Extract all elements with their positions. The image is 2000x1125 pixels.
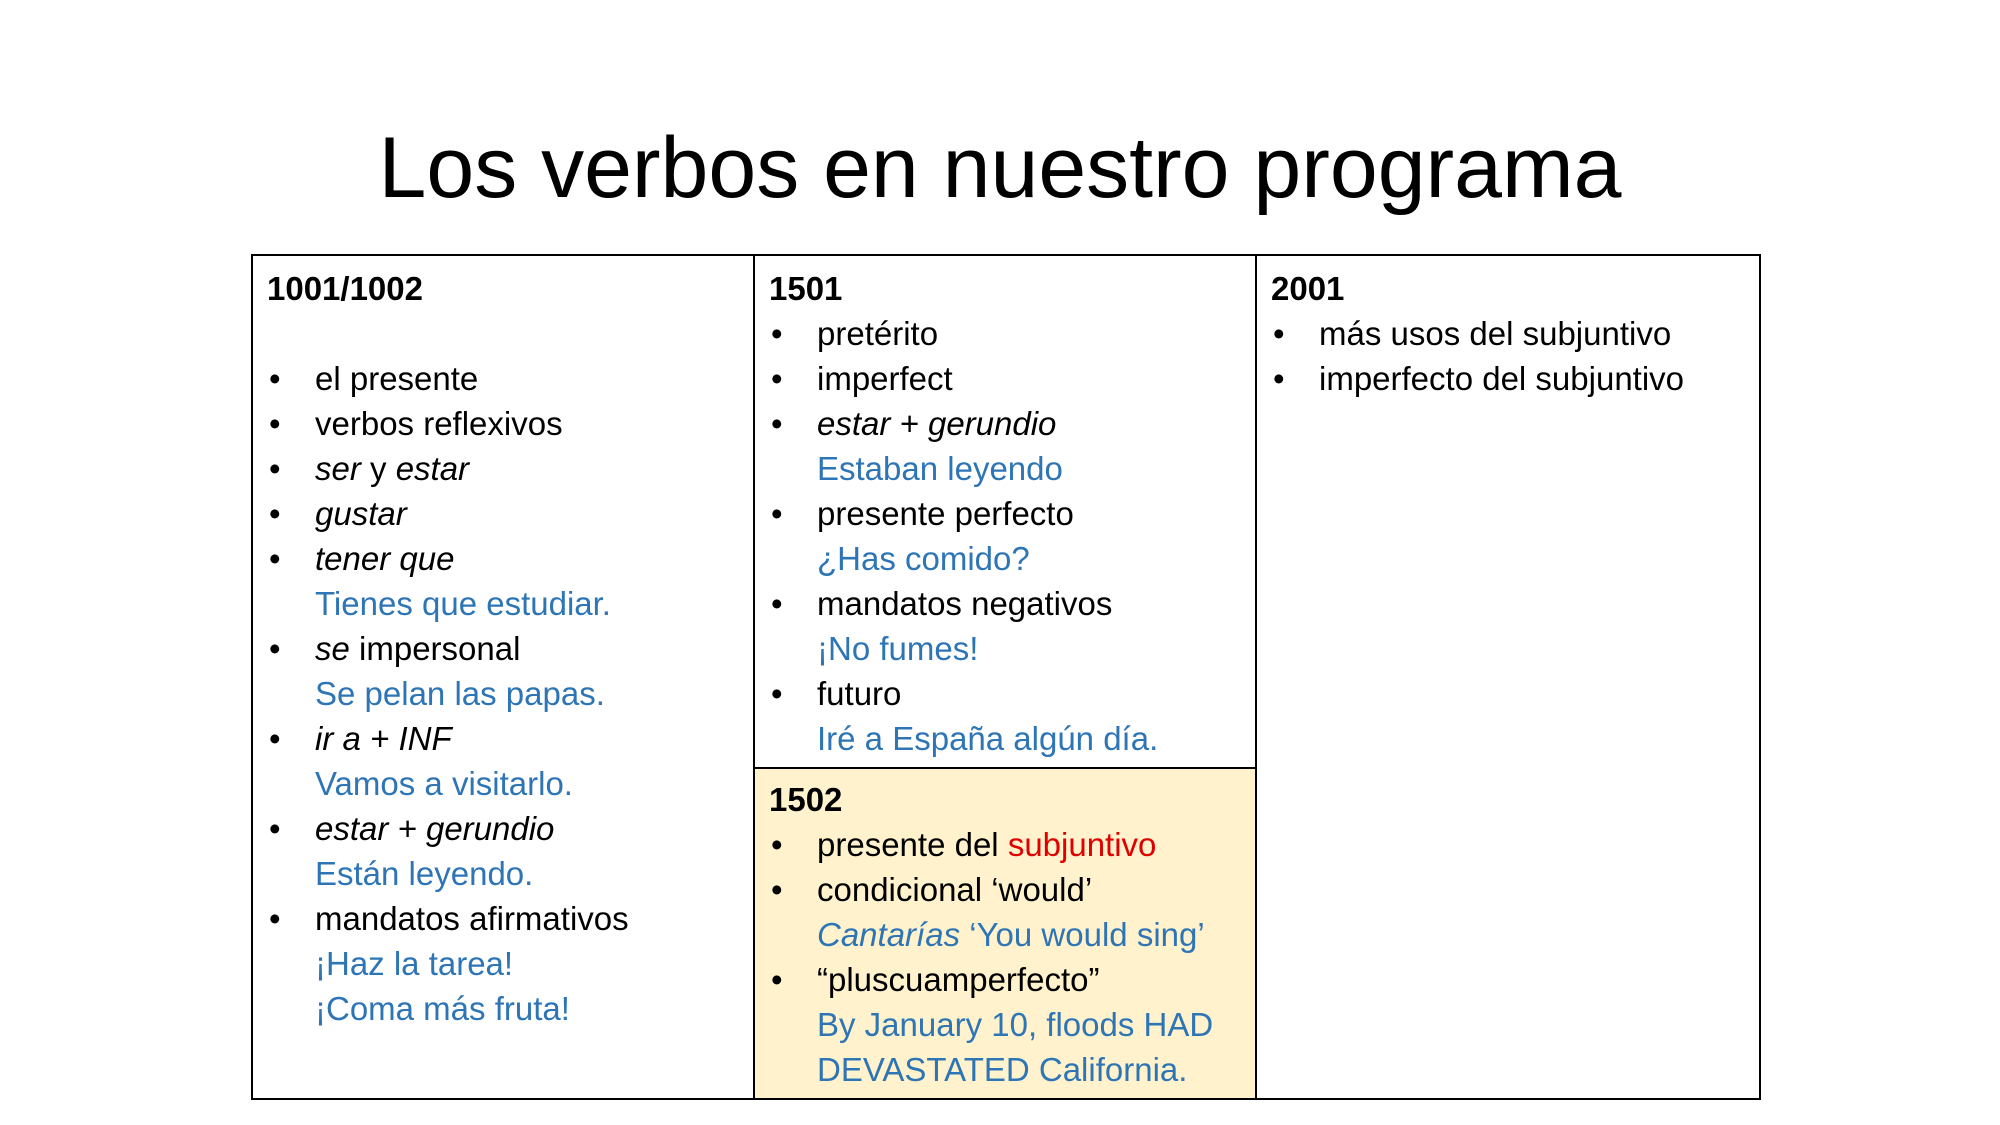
list-item: • estar + gerundio Están leyendo.: [267, 806, 739, 896]
column-header: 1001/1002: [267, 270, 423, 307]
list-item: • se impersonal Se pelan las papas.: [267, 626, 739, 716]
column-header: 1502: [769, 781, 843, 818]
list-item: • estar + gerundio Estaban leyendo: [769, 401, 1241, 491]
list-item: • más usos del subjuntivo: [1271, 311, 1745, 356]
example-sentence: ¡Haz la tarea!: [315, 945, 514, 982]
list-item: • presente del subjuntivo: [769, 822, 1241, 867]
verb-list: [769, 822, 1241, 1092]
verb-list: [769, 311, 1241, 761]
example-sentence: ¡Coma más fruta!: [315, 990, 570, 1027]
list-item: • pretérito: [769, 311, 1241, 356]
example-sentence: ¡No fumes!: [817, 630, 979, 667]
column-1501-1502: [755, 256, 1257, 1098]
list-item: • futuro Iré a España algún día.: [769, 671, 1241, 761]
list-item: • mandatos afirmativos ¡Haz la tarea! ¡Coma más fruta!: [267, 896, 739, 1031]
verb-list: [267, 356, 739, 1031]
list-item: • condicional ‘would’ Cantarías ‘You would sing’: [769, 867, 1241, 957]
example-sentence: Se pelan las papas.: [315, 675, 605, 712]
example-sentence: Estaban leyendo: [817, 450, 1063, 487]
list-item: • tener que Tienes que estudiar.: [267, 536, 739, 626]
list-item: • imperfect: [769, 356, 1241, 401]
example-sentence: DEVASTATED California.: [817, 1051, 1188, 1088]
column-header: 2001: [1271, 270, 1345, 307]
list-item: • imperfecto del subjuntivo: [1271, 356, 1745, 401]
verb-list: [1271, 311, 1745, 401]
list-item: • ser y estar: [267, 446, 739, 491]
course-table: [251, 254, 1761, 1100]
example-sentence: Iré a España algún día.: [817, 720, 1159, 757]
list-item: • verbos reflexivos: [267, 401, 739, 446]
column-1001-1002: [253, 256, 755, 1098]
emphasis-word: subjuntivo: [1007, 826, 1157, 863]
list-item: • gustar: [267, 491, 739, 536]
list-item: • “pluscuamperfecto” By January 10, floods HAD DEVASTATED California.: [769, 957, 1241, 1092]
slide-title: Los verbos en nuestro programa: [378, 120, 1622, 216]
list-item: • mandatos negativos ¡No fumes!: [769, 581, 1241, 671]
example-sentence: Tienes que estudiar.: [315, 585, 611, 622]
example-sentence: ¿Has comido?: [817, 540, 1030, 577]
list-item: • presente perfecto ¿Has comido?: [769, 491, 1241, 581]
column-2001: [1257, 256, 1759, 1098]
list-item: • ir a + INF Vamos a visitarlo.: [267, 716, 739, 806]
example-sentence: By January 10, floods HAD: [817, 1006, 1214, 1043]
list-item: • el presente: [267, 356, 739, 401]
cell-1502: [755, 769, 1255, 1098]
example-sentence: Cantarías ‘You would sing’: [817, 916, 1205, 953]
example-sentence: Están leyendo.: [315, 855, 534, 892]
cell-1501: [755, 256, 1255, 769]
column-header: 1501: [769, 270, 843, 307]
example-sentence: Vamos a visitarlo.: [315, 765, 573, 802]
